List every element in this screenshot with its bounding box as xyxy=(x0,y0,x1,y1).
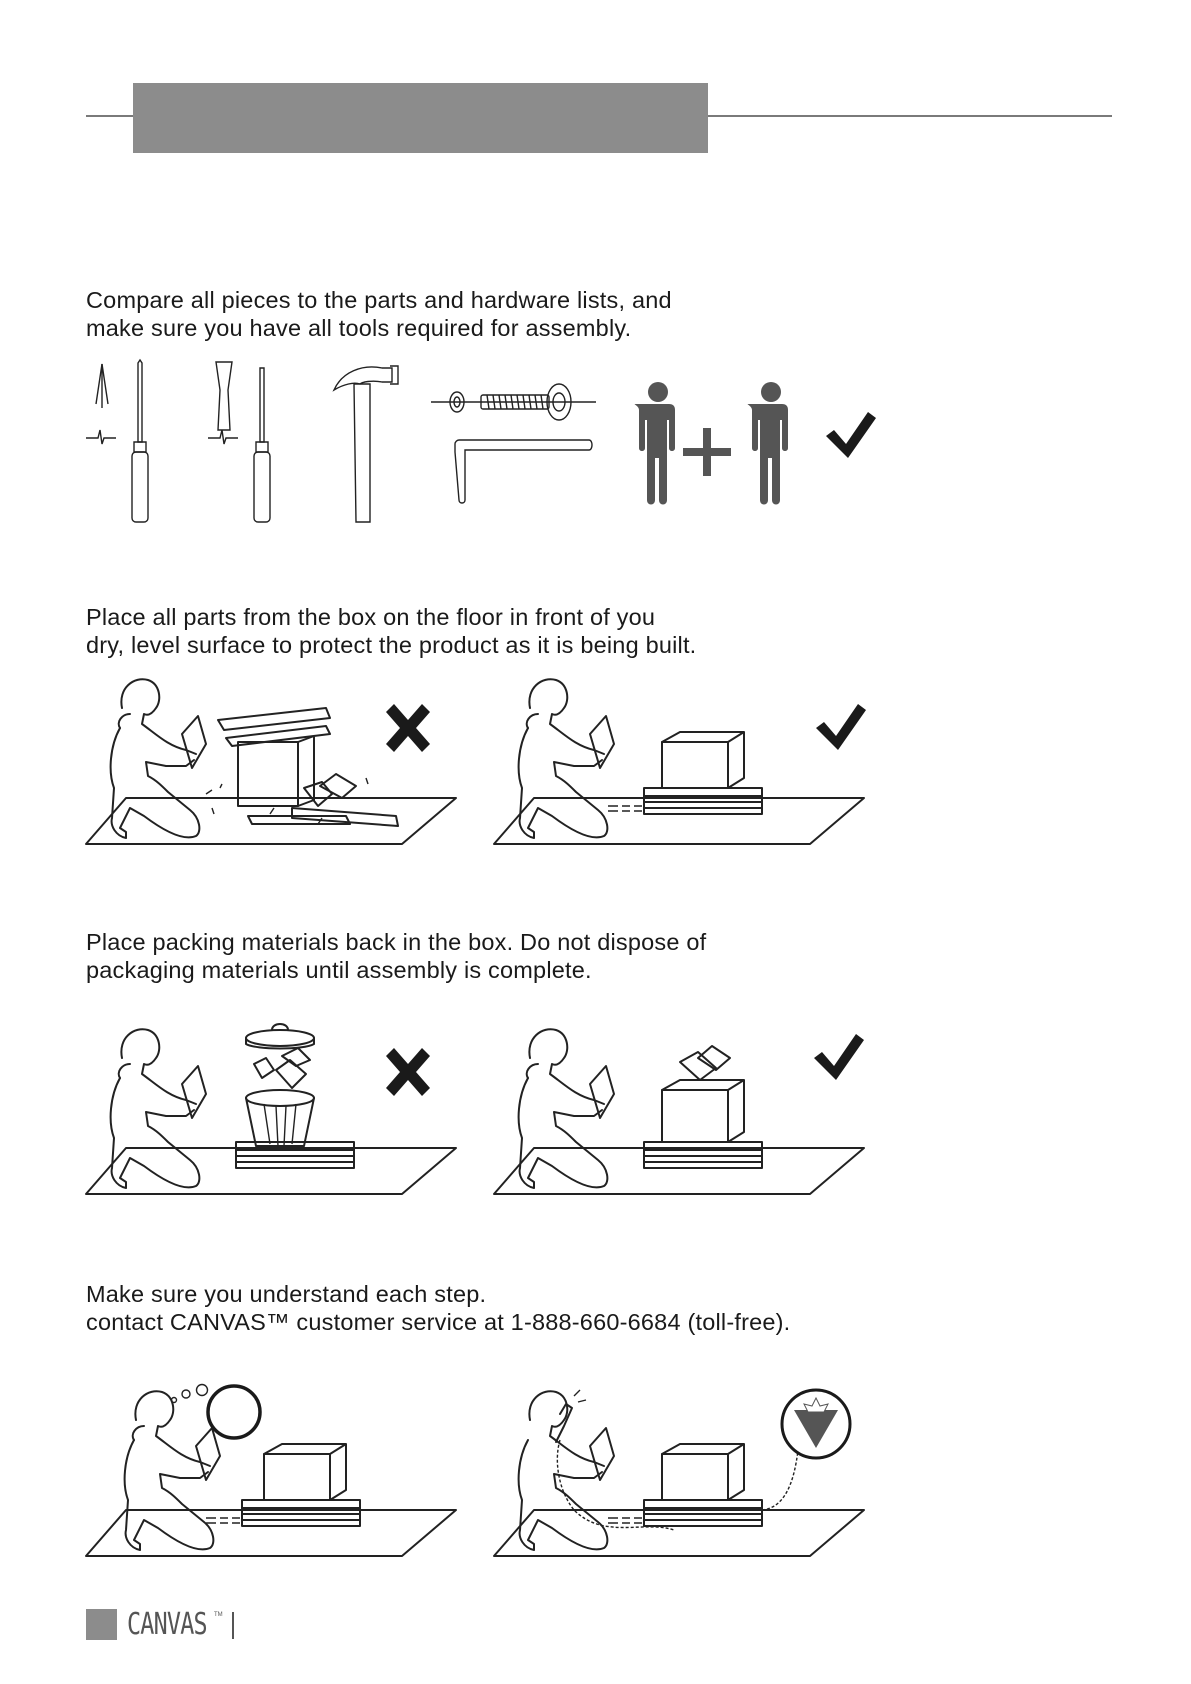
step-2-line-2: dry, level surface to protect the product as it is being built. xyxy=(86,632,697,658)
step-1-line-2: make sure you have all tools required for assembly. xyxy=(86,315,632,341)
tools-row xyxy=(86,360,886,530)
step-4-line-1: Make sure you understand each step. xyxy=(86,1281,487,1307)
correct-checkmark-icon-2 xyxy=(814,1034,864,1080)
phillips-screwdriver-icon xyxy=(86,360,148,522)
step-4-line-2: contact CANVAS™ customer service at 1-888-660-6684 (toll-free). xyxy=(86,1309,791,1335)
step-2-line-1: Place all parts from the box on the floor in front of you xyxy=(86,604,656,630)
kneeling-person-icon xyxy=(111,679,206,838)
bolt-icon xyxy=(431,384,596,420)
thought-bubble-icon xyxy=(172,1385,261,1439)
correct-checkmark-icon xyxy=(816,704,866,750)
footer-divider xyxy=(232,1612,234,1639)
call-panel xyxy=(494,1390,864,1556)
allen-key-icon xyxy=(455,440,592,503)
wrong-x-icon-2 xyxy=(386,1048,430,1096)
checkmark-icon xyxy=(826,412,876,458)
wrong-x-icon xyxy=(386,704,430,752)
two-people-icon xyxy=(635,382,788,505)
kneeling-person-icon xyxy=(111,1029,206,1188)
support-illustration xyxy=(86,1374,876,1560)
kneeling-person-icon xyxy=(125,1391,220,1550)
footer-brand-logo: CANVAS xyxy=(127,1607,207,1642)
step-1-line-1: Compare all pieces to the parts and hardware lists, and xyxy=(86,287,672,313)
kneeling-person-icon xyxy=(519,1029,614,1188)
canadian-tire-logo-icon xyxy=(782,1390,850,1458)
step-4-text xyxy=(86,1280,790,1336)
unpack-wrong-panel xyxy=(86,679,456,844)
step-3-line-1: Place packing materials back in the box. Do not dispose of xyxy=(86,929,707,955)
packing-correct-panel xyxy=(494,1029,864,1194)
footer-square xyxy=(86,1609,117,1640)
unpack-correct-panel xyxy=(494,679,864,844)
packing-illustration xyxy=(86,1018,876,1198)
trash-can-icon xyxy=(246,1024,314,1146)
footer-brand-tm: TM xyxy=(214,1612,223,1618)
step-1-text xyxy=(86,286,672,342)
hammer-icon xyxy=(334,366,398,522)
kneeling-person-icon xyxy=(519,679,614,838)
packing-wrong-panel xyxy=(86,1024,456,1194)
header-bar xyxy=(133,83,708,153)
step-3-line-2: packaging materials until assembly is complete. xyxy=(86,957,592,983)
unpack-illustration xyxy=(86,668,876,848)
flathead-screwdriver-icon xyxy=(208,362,270,522)
think-panel xyxy=(86,1385,456,1557)
step-3-text xyxy=(86,928,706,984)
step-2-text xyxy=(86,603,696,659)
